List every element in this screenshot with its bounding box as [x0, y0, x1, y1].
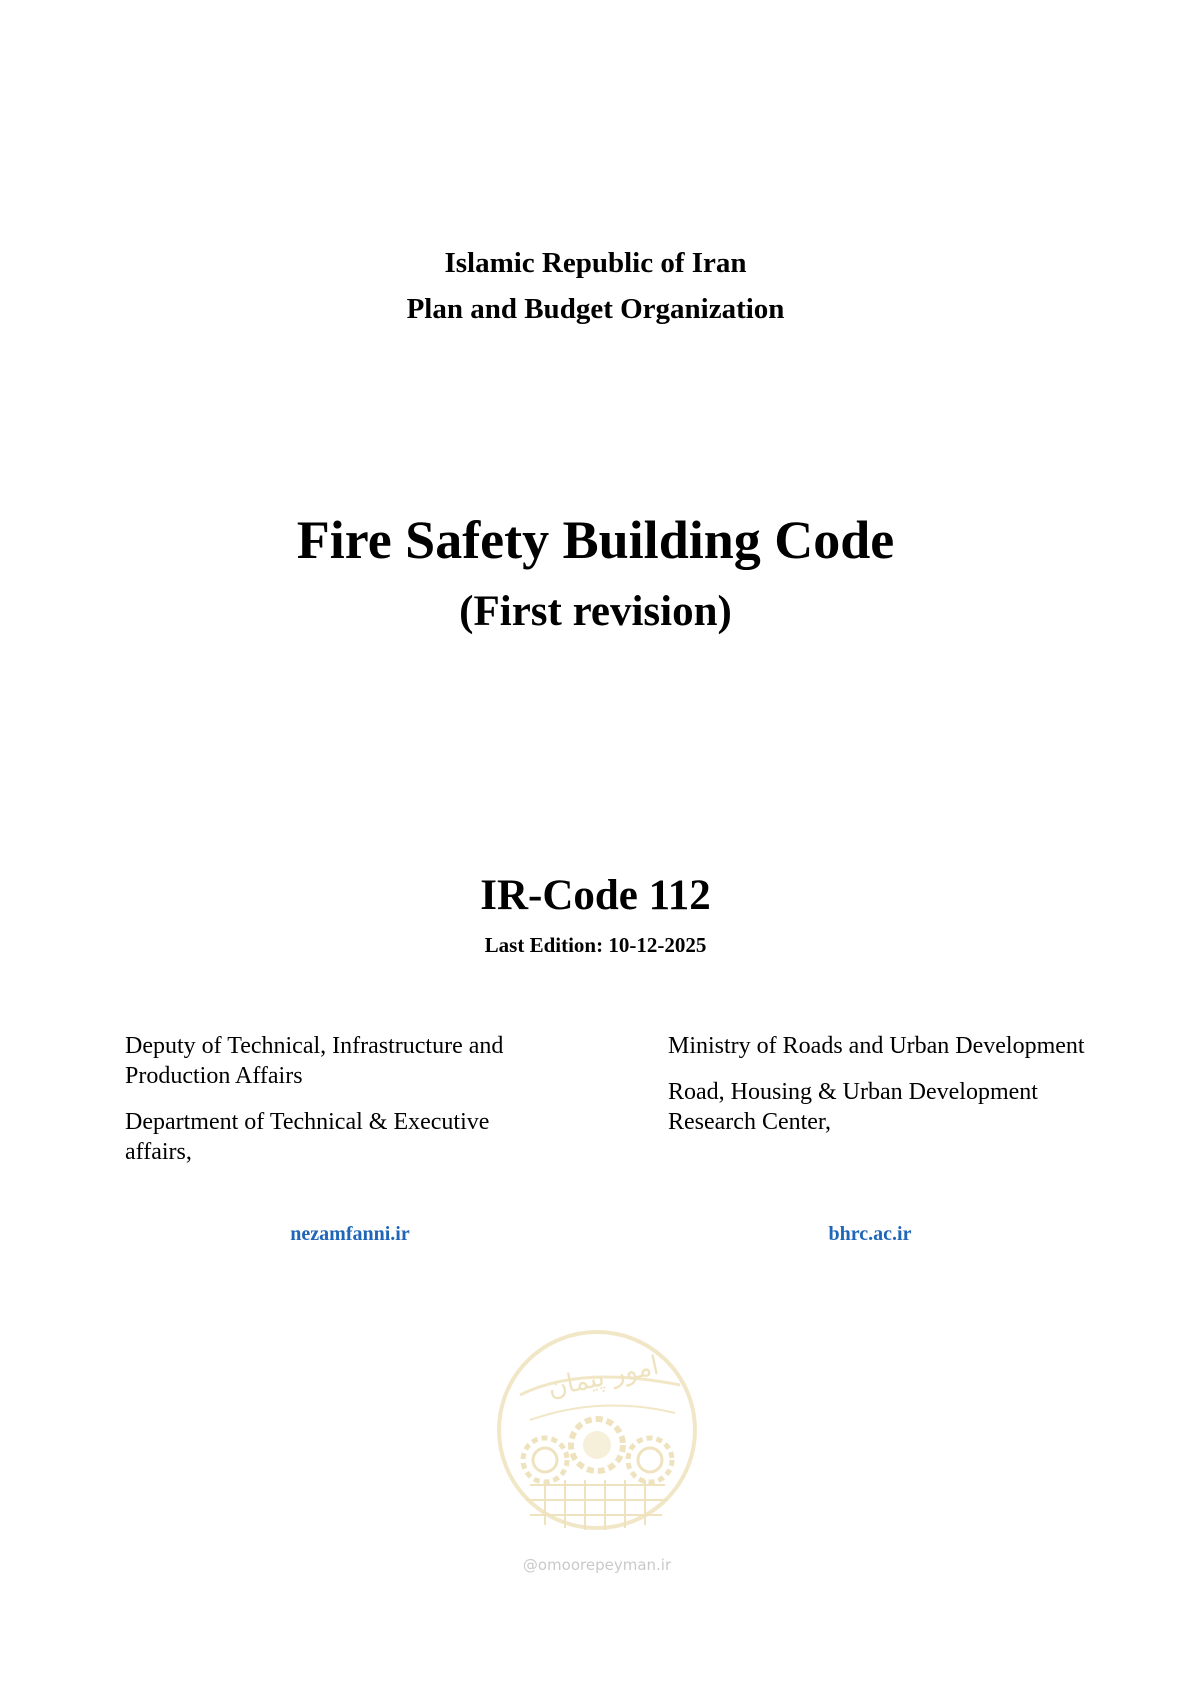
header-organization [0, 240, 1191, 332]
organization-name: Plan and Budget Organization [406, 293, 785, 325]
research-center-name: Road, Housing & Urban Development Research Center, [668, 1079, 1038, 1135]
right-column [668, 1031, 1088, 1153]
document-subtitle: (First revision) [459, 588, 732, 635]
watermark-handle: @omoorepeyman.ir [522, 1556, 672, 1574]
document-title: Fire Safety Building Code [296, 510, 895, 570]
department-name: Department of Technical & Executive affairs, [125, 1109, 490, 1165]
edition-date: Last Edition: 10-12-2025 [484, 933, 707, 957]
logo-script-text: امور پیمان [545, 1350, 662, 1404]
country-name: Islamic Republic of Iran [444, 247, 747, 279]
code-number: IR-Code 112 [480, 872, 711, 919]
bhrc-link[interactable]: bhrc.ac.ir [828, 1223, 912, 1245]
nezamfanni-link[interactable]: nezamfanni.ir [290, 1223, 410, 1245]
watermark-logo [490, 1325, 705, 1585]
left-column [125, 1031, 555, 1183]
deputy-name: Deputy of Technical, Infrastructure and Production Affairs [125, 1033, 504, 1089]
ministry-name: Ministry of Roads and Urban Development [668, 1033, 1085, 1059]
